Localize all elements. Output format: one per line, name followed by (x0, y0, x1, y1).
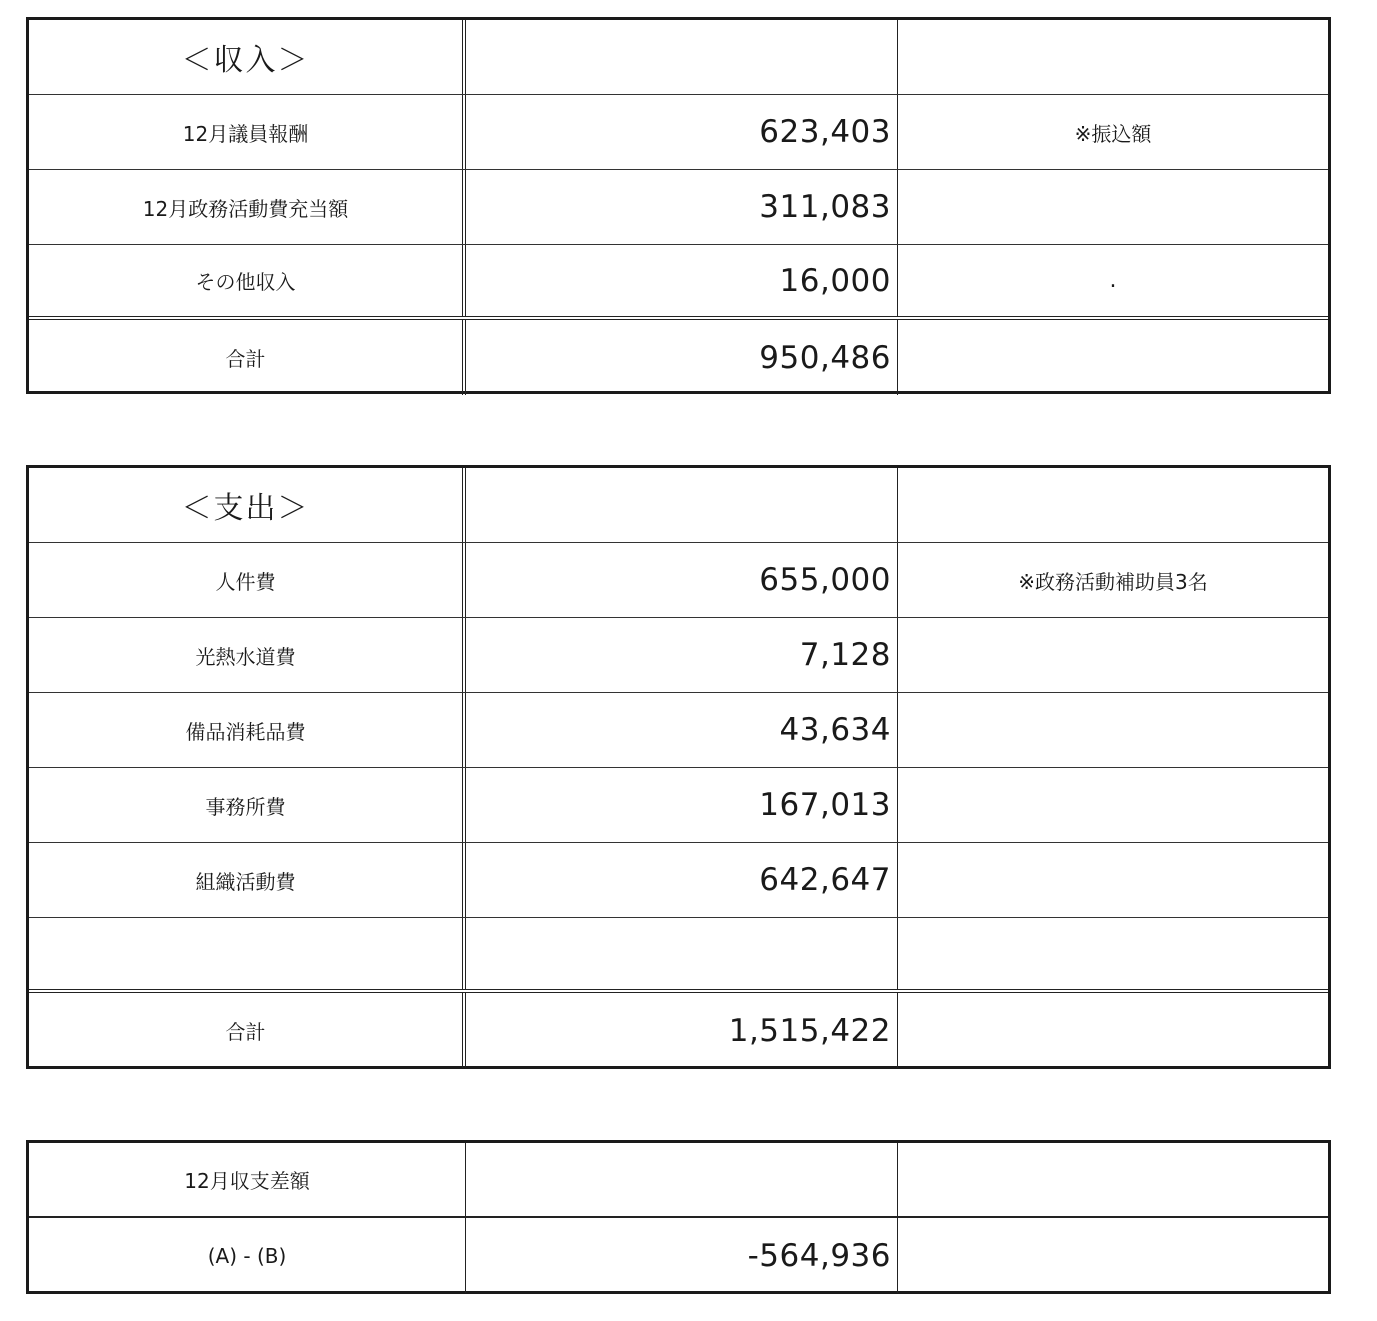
balance-amount: -564,936 (466, 1218, 898, 1293)
row-label: 12月政務活動費充当額 (29, 170, 466, 244)
row-note: ※振込額 (1074, 121, 1152, 146)
row-amount: 311,083 (466, 170, 898, 244)
table-row (29, 843, 1328, 918)
row-label: その他収入 (29, 245, 466, 316)
balance-header: 12月収支差額 (29, 1143, 466, 1216)
row-amount: 167,013 (466, 768, 898, 842)
expense-total-row (29, 993, 1328, 1068)
income-table (26, 17, 1331, 394)
balance-header-row (29, 1143, 1328, 1218)
row-amount: 655,000 (466, 543, 898, 617)
row-note (898, 170, 1328, 244)
expense-header-amount-cell (466, 468, 898, 542)
balance-header-amount-cell (466, 1143, 898, 1216)
balance-table (26, 1140, 1331, 1294)
table-row (29, 693, 1328, 768)
balance-row (29, 1218, 1328, 1293)
row-label: 光熱水道費 (29, 618, 466, 692)
expense-header-note-cell (898, 468, 1328, 542)
row-note (898, 918, 1328, 989)
income-header: ＜収入＞ (29, 20, 466, 94)
expense-header-row (29, 468, 1328, 543)
balance-header-note-cell (898, 1143, 1328, 1216)
table-row (29, 543, 1328, 618)
row-amount: 43,634 (466, 693, 898, 767)
table-row (29, 918, 1328, 993)
row-label: 備品消耗品費 (29, 693, 466, 767)
row-amount: 16,000 (466, 245, 898, 316)
table-row (29, 768, 1328, 843)
total-note-cell (898, 993, 1328, 1068)
income-header-row (29, 20, 1328, 95)
row-note (898, 768, 1328, 842)
row-amount: 623,403 (466, 95, 898, 169)
row-label: 12月議員報酬 (29, 95, 466, 169)
row-label: 組織活動費 (29, 843, 466, 917)
income-total-row (29, 320, 1328, 395)
row-label: 人件費 (29, 543, 466, 617)
income-header-amount-cell (466, 20, 898, 94)
row-note (898, 618, 1328, 692)
expense-header: ＜支出＞ (29, 468, 466, 542)
table-row (29, 95, 1328, 170)
row-note: . (1109, 268, 1117, 293)
table-row (29, 170, 1328, 245)
balance-note-cell (898, 1218, 1328, 1293)
table-row (29, 618, 1328, 693)
total-label: 合計 (29, 320, 466, 395)
total-amount: 950,486 (466, 320, 898, 395)
row-amount: 7,128 (466, 618, 898, 692)
row-amount: 642,647 (466, 843, 898, 917)
income-header-note-cell (898, 20, 1328, 94)
table-row (29, 245, 1328, 320)
row-amount (466, 918, 898, 989)
row-label: 事務所費 (29, 768, 466, 842)
total-label: 合計 (29, 993, 466, 1068)
total-amount: 1,515,422 (466, 993, 898, 1068)
balance-formula: (A) - (B) (29, 1218, 466, 1293)
row-note (898, 843, 1328, 917)
expense-table (26, 465, 1331, 1069)
row-note (898, 693, 1328, 767)
total-note-cell (898, 320, 1328, 395)
row-label (29, 918, 466, 989)
row-note: ※政務活動補助員3名 (1018, 569, 1208, 594)
